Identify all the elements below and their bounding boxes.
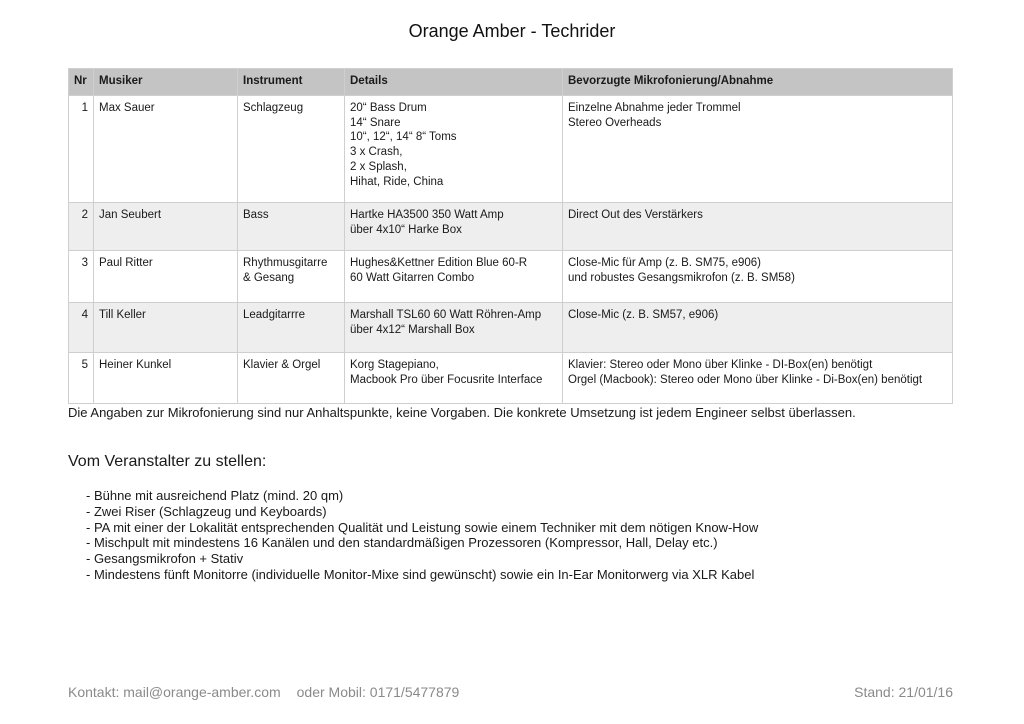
requirements-list (86, 488, 758, 583)
cell-nr: 4 (69, 303, 94, 353)
header-mikrofonierung: Bevorzugte Mikrofonierung/Abnahme (563, 69, 953, 96)
document-title: Orange Amber - Techrider (408, 21, 616, 41)
mikrofonierung-note: Die Angaben zur Mikrofonierung sind nur Anhaltspunkte, keine Vorgaben. Die konkrete Umsetzung ist jedem Engineer selbst überlassen. (68, 405, 856, 420)
section-title: Vom Veranstalter zu stellen: (68, 453, 267, 470)
cell-nr: 5 (69, 353, 94, 404)
contact-mobile: oder Mobil: 0171/5477879 (296, 684, 460, 700)
table-row (69, 251, 953, 303)
list-item: - Mindestens fünft Monitorre (individuelle Monitor-Mixe sind gewünscht) sowie ein In-Ear Monitorwerg via XLR Kabel (86, 566, 755, 582)
cell-nr: 3 (69, 251, 94, 303)
cell-mikrofonierung: Direct Out des Verstärkers (563, 203, 953, 251)
cell-instrument: Bass (238, 203, 345, 251)
list-item: - Gesangsmikrofon + Stativ (86, 551, 244, 567)
list-item: - Mischpult mit mindestens 16 Kanälen und den standardmäßigen Prozessoren (Kompressor, Hall, Delay etc.) (86, 535, 718, 551)
list-item: - Zwei Riser (Schlagzeug und Keyboards) (86, 503, 327, 519)
table-row (69, 203, 953, 251)
footer-contact (68, 684, 459, 700)
cell-nr: 2 (69, 203, 94, 251)
list-item: - Bühne mit ausreichend Platz (mind. 20 qm) (86, 488, 344, 503)
cell-musiker: Jan Seubert (94, 203, 238, 251)
contact-email: Kontakt: mail@orange-amber.com (68, 684, 281, 700)
cell-instrument: Klavier & Orgel (238, 353, 345, 404)
cell-details: Hartke HA3500 350 Watt Amp über 4x10“ Harke Box (345, 203, 563, 251)
cell-nr: 1 (69, 96, 94, 203)
footer-date: Stand: 21/01/16 (854, 684, 953, 700)
table-row (69, 303, 953, 353)
cell-details: Marshall TSL60 60 Watt Röhren-Amp über 4x12“ Marshall Box (345, 303, 563, 353)
header-musiker: Musiker (94, 69, 238, 96)
cell-musiker: Till Keller (94, 303, 238, 353)
cell-mikrofonierung: Klavier: Stereo oder Mono über Klinke - DI-Box(en) benötigt Orgel (Macbook): Stereo oder Mono über Klinke - Di-Box(en) benötigt (563, 353, 953, 404)
cell-instrument: Leadgitarrre (238, 303, 345, 353)
cell-mikrofonierung: Einzelne Abnahme jeder Trommel Stereo Overheads (563, 96, 953, 203)
header-details: Details (345, 69, 563, 96)
cell-musiker: Paul Ritter (94, 251, 238, 303)
techrider-table (68, 68, 953, 404)
cell-instrument: Rhythmusgitarre & Gesang (238, 251, 345, 303)
cell-musiker: Heiner Kunkel (94, 353, 238, 404)
cell-musiker: Max Sauer (94, 96, 238, 203)
cell-instrument: Schlagzeug (238, 96, 345, 203)
table-row (69, 96, 953, 203)
table-row (69, 353, 953, 404)
header-nr: Nr (69, 69, 94, 96)
table-header-row (69, 69, 953, 96)
cell-details: Korg Stagepiano, Macbook Pro über Focusrite Interface (345, 353, 563, 404)
cell-details: 20“ Bass Drum 14“ Snare 10“, 12“, 14“ 8“ Toms 3 x Crash, 2 x Splash, Hihat, Ride, China (345, 96, 563, 203)
cell-mikrofonierung: Close-Mic (z. B. SM57, e906) (563, 303, 953, 353)
cell-mikrofonierung: Close-Mic für Amp (z. B. SM75, e906) und robustes Gesangsmikrofon (z. B. SM58) (563, 251, 953, 303)
list-item: - PA mit einer der Lokalität entsprechenden Qualität und Leistung sowie einem Techniker mit dem nötigen Know-How (86, 519, 759, 535)
cell-details: Hughes&Kettner Edition Blue 60-R 60 Watt Gitarren Combo (345, 251, 563, 303)
header-instrument: Instrument (238, 69, 345, 96)
